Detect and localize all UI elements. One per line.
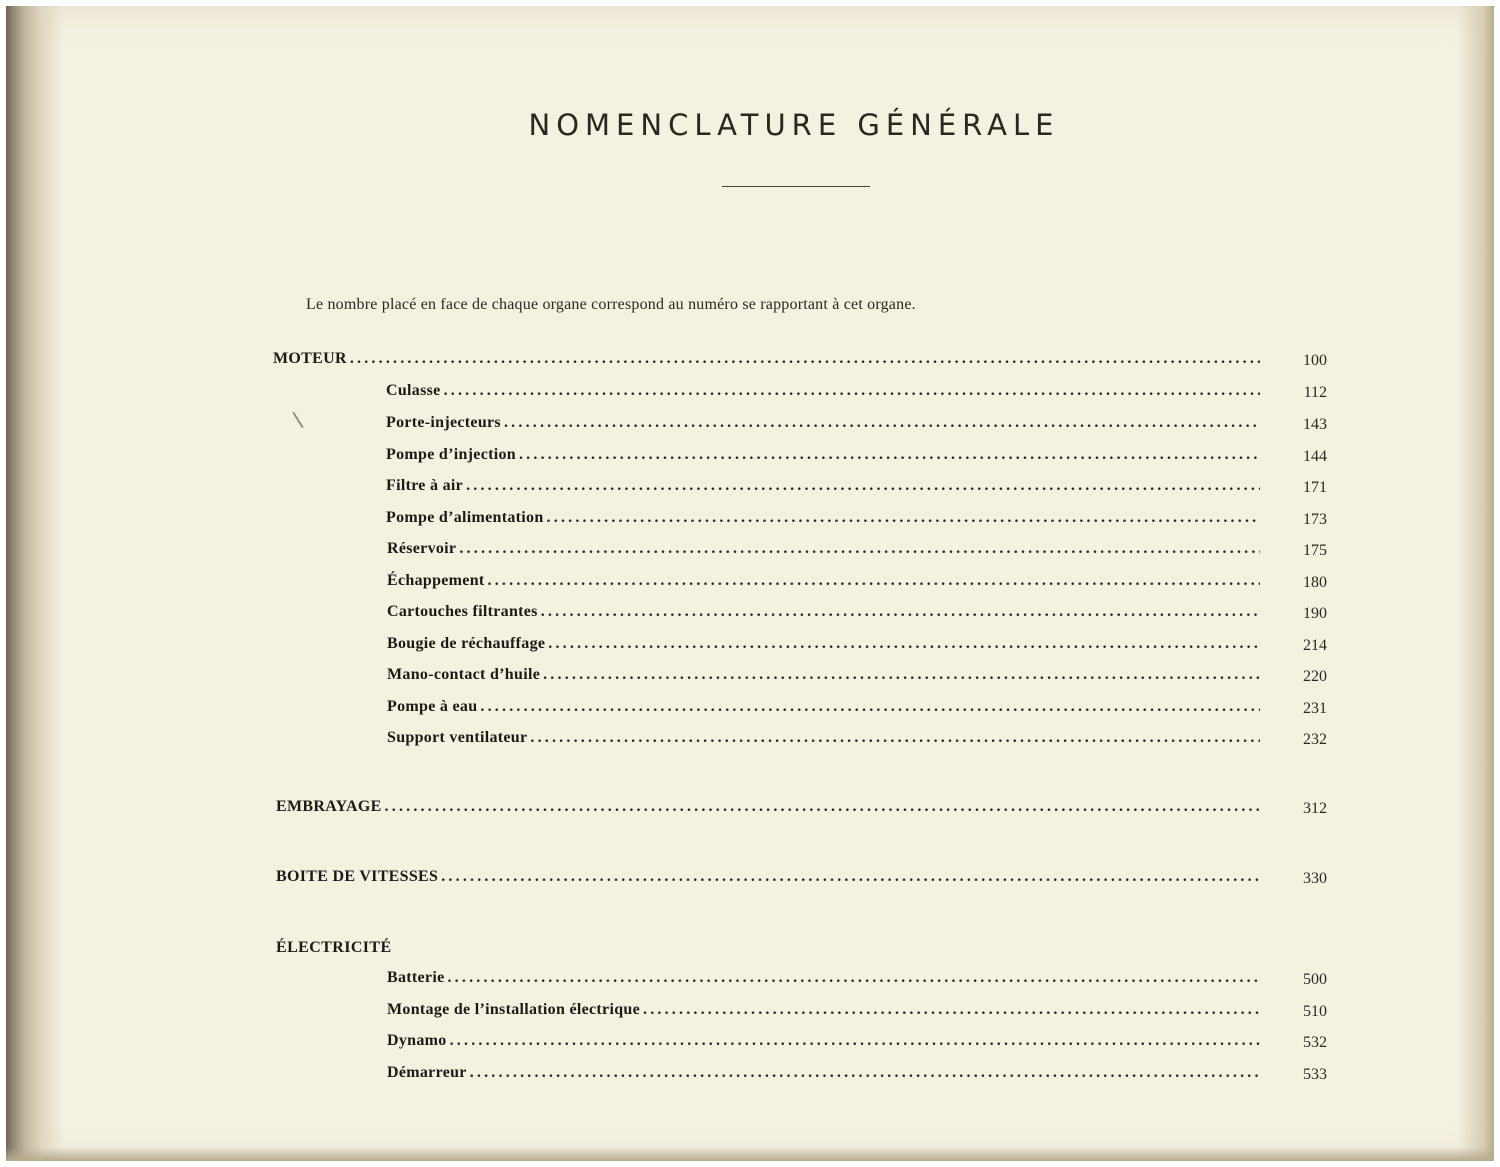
toc-entry-label: Pompe d’alimentation: [386, 509, 544, 526]
toc-entry-number: 220: [1303, 668, 1327, 685]
dot-leader: [444, 382, 1260, 400]
dot-leader: [441, 868, 1260, 886]
toc-entry-label: Dynamo: [387, 1032, 447, 1049]
page-title: NOMENCLATURE GÉNÉRALE: [528, 108, 1060, 142]
toc-entry-pompe-eau: [387, 698, 1260, 724]
toc-entry-moteur: [273, 350, 1260, 376]
page-bottom-edge: [6, 1147, 1494, 1161]
toc-entry-number: 180: [1303, 574, 1327, 591]
dot-leader: [459, 540, 1260, 558]
toc-entry-dynamo: [387, 1032, 1260, 1058]
toc-entry-number: 510: [1303, 1003, 1327, 1020]
toc-entry-number: 171: [1303, 479, 1327, 496]
dot-leader: [350, 350, 1260, 368]
toc-entry-label: Montage de l’installation électrique: [387, 1001, 640, 1018]
dot-leader: [450, 1032, 1260, 1050]
toc-entry-number: 173: [1303, 511, 1327, 528]
page-edge-shadow: [1458, 6, 1494, 1161]
toc-entry-batterie: [387, 969, 1260, 995]
toc-entry-label: Réservoir: [387, 540, 457, 557]
toc-entry-label: Pompe d’injection: [386, 446, 516, 463]
toc-entry-number: 533: [1303, 1066, 1327, 1083]
toc-entry-number: 112: [1303, 384, 1327, 401]
toc-entry-label: BOITE DE VITESSES: [276, 868, 439, 885]
dot-leader: [643, 1001, 1260, 1019]
dot-leader: [466, 477, 1260, 495]
toc-entry-support-ventilateur: [387, 729, 1260, 755]
dot-leader: [541, 603, 1260, 621]
toc-entry-number: 144: [1303, 448, 1327, 465]
dot-leader: [519, 446, 1260, 464]
toc-entry-boite-vitesses: [276, 868, 1260, 894]
toc-entry-label: Bougie de réchauffage: [387, 635, 546, 652]
toc-entry-number: 190: [1303, 605, 1327, 622]
toc-entry-culasse: [386, 382, 1260, 408]
toc-entry-number: 500: [1303, 971, 1327, 988]
toc-entry-label: Batterie: [387, 969, 445, 986]
toc-entry-echappement: [387, 572, 1260, 598]
toc-entry-number: 231: [1303, 700, 1327, 717]
toc-entry-mano-contact: [387, 666, 1260, 692]
toc-entry-embrayage: [276, 798, 1260, 824]
page-binding-shadow: [6, 6, 64, 1161]
toc-entry-label: EMBRAYAGE: [276, 798, 382, 815]
toc-entry-bougie-rechauffage: [387, 635, 1260, 661]
dot-leader: [547, 509, 1260, 527]
toc-entry-label: Échappement: [387, 572, 485, 589]
toc-entry-label: Cartouches filtrantes: [387, 603, 538, 620]
toc-entry-number: 312: [1303, 800, 1327, 817]
dot-leader: [548, 635, 1260, 653]
dot-leader: [480, 698, 1260, 716]
toc-entry-porte-injecteurs: [386, 414, 1260, 440]
title-divider: [722, 186, 870, 187]
toc-entry-number: 100: [1303, 352, 1327, 369]
toc-entry-label: Filtre à air: [386, 477, 464, 494]
intro-text: Le nombre placé en face de chaque organe correspond au numéro se rapportant à cet organe.: [306, 296, 916, 313]
toc-entry-filtre-air: [386, 477, 1260, 503]
dot-leader: [470, 1064, 1260, 1082]
toc-entry-label: Mano-contact d’huile: [387, 666, 541, 683]
toc-entry-demarreur: [387, 1064, 1260, 1090]
toc-entry-label: Pompe à eau: [387, 698, 478, 715]
toc-entry-number: 532: [1303, 1034, 1327, 1051]
toc-entry-reservoir: [387, 540, 1260, 566]
toc-entry-label: Démarreur: [387, 1064, 467, 1081]
toc-entry-montage-installation: [387, 1001, 1260, 1027]
section-heading-electricite: ÉLECTRICITÉ: [276, 939, 392, 956]
toc-entry-label: Support ventilateur: [387, 729, 528, 746]
toc-entry-number: 330: [1303, 870, 1327, 887]
toc-entry-label: Culasse: [386, 382, 441, 399]
dot-leader: [504, 414, 1260, 432]
toc-entry-pompe-injection: [386, 446, 1260, 472]
dot-leader: [543, 666, 1260, 684]
toc-entry-number: 143: [1303, 416, 1327, 433]
dot-leader: [447, 969, 1260, 987]
toc-entry-number: 214: [1303, 637, 1327, 654]
toc-entry-cartouches-filtrantes: [387, 603, 1260, 629]
dot-leader: [488, 572, 1260, 590]
toc-entry-label: Porte-injecteurs: [386, 414, 501, 431]
toc-entry-label: MOTEUR: [273, 350, 347, 367]
toc-entry-number: 232: [1303, 731, 1327, 748]
toc-entry-pompe-alimentation: [386, 509, 1260, 535]
toc-entry-number: 175: [1303, 542, 1327, 559]
dot-leader: [530, 729, 1260, 747]
dot-leader: [385, 798, 1260, 816]
